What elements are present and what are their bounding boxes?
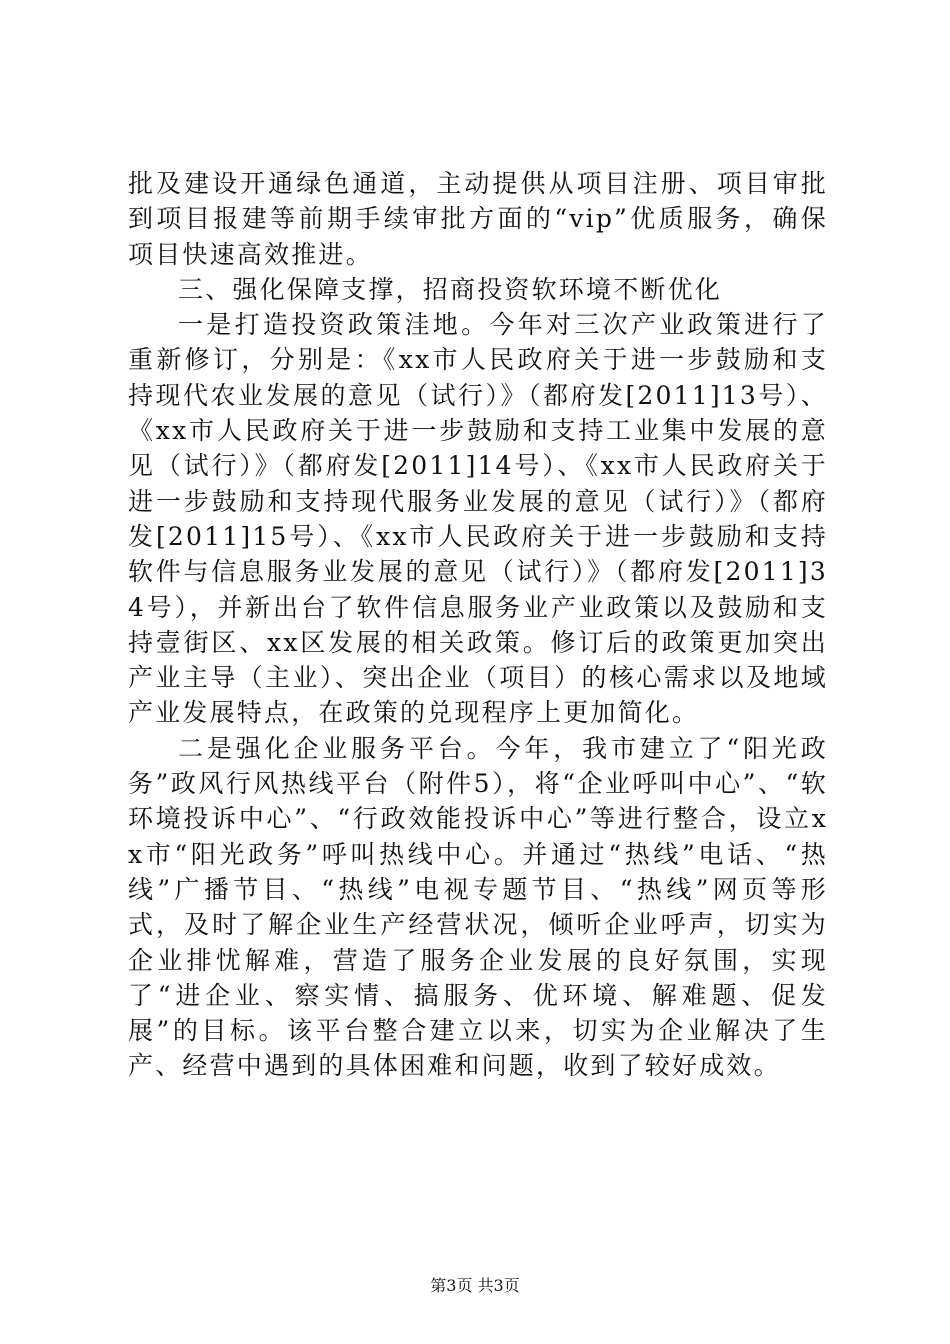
- page-number: 第3页 共3页: [430, 1276, 520, 1295]
- document-body: [128, 166, 828, 1084]
- paragraph-continuation: 批及建设开通绿色通道，主动提供从项目注册、项目审批到项目报建等前期手续审批方面的“vip”优质服务，确保项目快速高效推进。: [128, 169, 828, 269]
- section-heading: 三、强化保障支撑，招商投资软环境不断优化: [178, 274, 723, 304]
- paragraph-policy: 一是打造投资政策洼地。今年对三次产业政策进行了重新修订，分别是：《xx市人民政府关于进一步鼓励和支持现代农业发展的意见（试行）》（都府发[2011]13号）、《xx市人民政府关于进一步鼓励和支持工业集中发展的意见（试行）》（都府发[2011]14号）、《xx市人民政府关于进一步鼓励和支持现代服务业发展的意见（试行）》（都府发[2011]15号）、《xx市人民政府关于进一步鼓励和支持软件与信息服务业发展的意见（试行）》（都府发[2011]34号），并新出台了软件信息服务业产业政策以及鼓励和支持壹街区、xx区发展的相关政策。修订后的政策更加突出产业主导（主业）、突出企业（项目）的核心需求以及地域产业发展特点，在政策的兑现程序上更加简化。: [128, 310, 828, 728]
- paragraph-service-platform: 二是强化企业服务平台。今年，我市建立了“阳光政务”政风行风热线平台（附件5），将“企业呼叫中心”、“软环境投诉中心”、“行政效能投诉中心”等进行整合，设立xx市“阳光政务”呼叫热线中心。并通过“热线”电话、“热线”广播节目、“热线”电视专题节目、“热线”网页等形式，及时了解企业生产经营状况，倾听企业呼声，切实为企业排忧解难，营造了服务企业发展的良好氛围，实现了“进企业、察实情、搞服务、优环境、解难题、促发展”的目标。该平台整合建立以来，切实为企业解决了生产、经营中遇到的具体困难和问题，收到了较好成效。: [128, 733, 828, 1081]
